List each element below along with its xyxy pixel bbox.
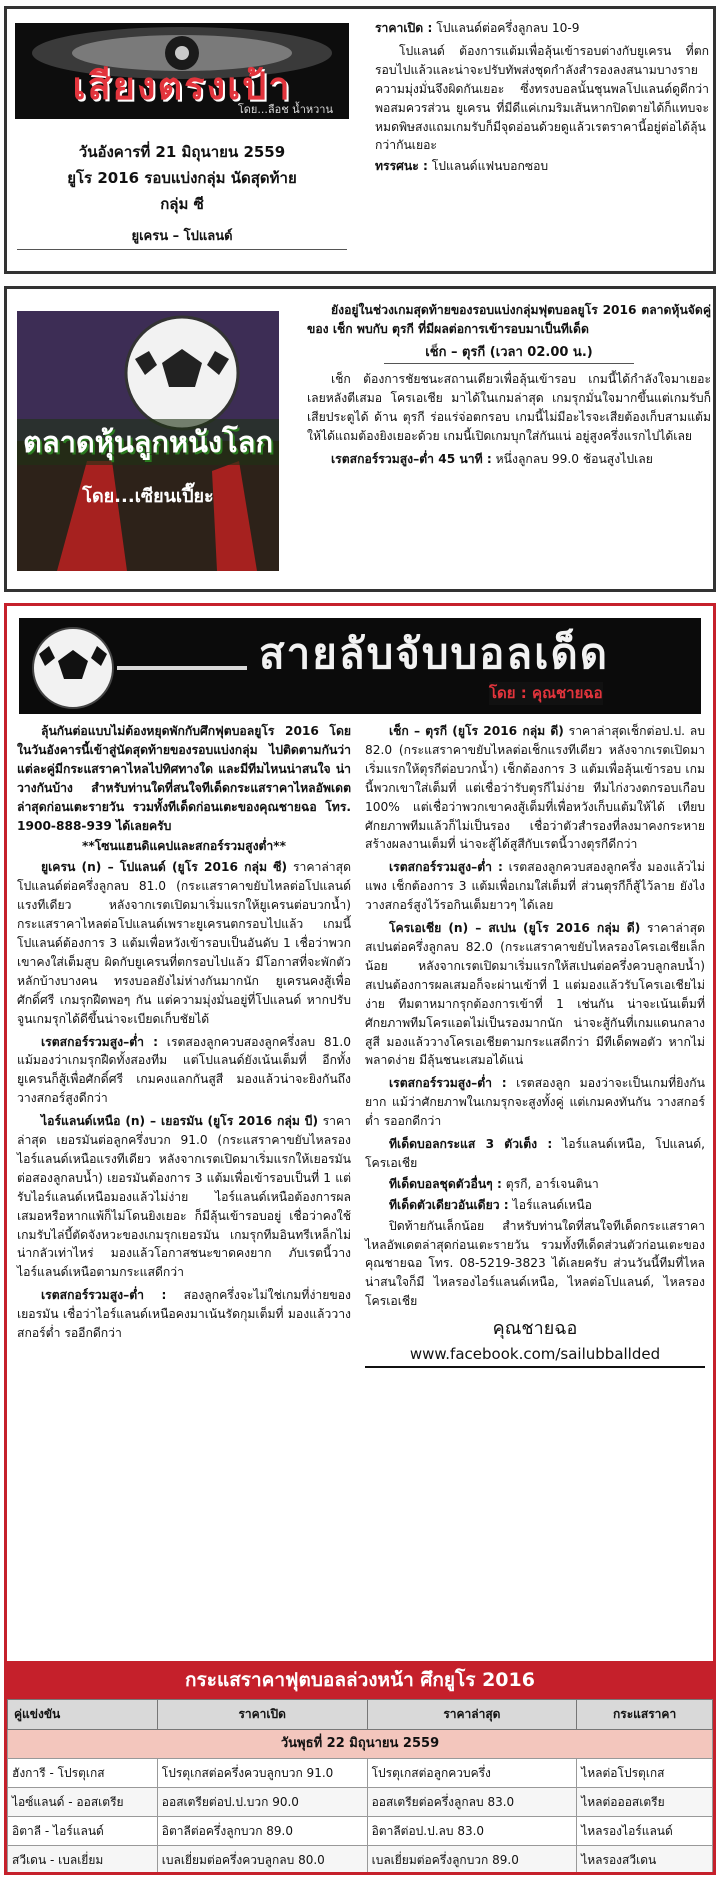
- cell-match: อิตาลี - ไอร์แลนด์: [8, 1817, 158, 1846]
- column-logo: [19, 618, 701, 714]
- match1-rate: เรตสองลูกควบสองลูกครึ่งลบ 81.0 แม้มองว่าเกมรุกฝืดทั้งสองทีม แต่โปแลนด์ยังเน้นเต็มที่ อีกทั้งยูเครนก็สู้เพื่อศักดิ์ศรี เกมคงแลกกันสูสี มองแล้วน่าจะยิงกันถึง วางสกอร์สูงดีกว่า: [17, 1034, 352, 1106]
- cell-latest: เบลเยี่ยมต่อครึ่งลูกบวก 89.0: [367, 1846, 577, 1875]
- cell-trend: ไหลต่อออสเตรีย: [577, 1788, 713, 1817]
- match4-rate-label: เรตสกอร์รวมสูง–ต่ำ :: [389, 1076, 507, 1091]
- intro-text: ลุ้นกันต่อแบบไม่ต้องหยุดพักกับศึกฟุตบอลยูโร 2016 โดยในวันอังคารนี้เข้าสู่นัดสุดท้ายของรอบแบ่งกลุ่ม ไปติดตามกันว่าแต่ละคู่มีกระแสราคาไหลไปทิศทางใด และมีทีมไหนน่าสนใจ น่าวางกันบ้าง สำหรับท่านใดที่สนใจทีเด็ดกระแสราคาไหลอัพเดตล่าสุดก่อนเตะรายวัน รวมทั้งทีเด็ดก่อนเตะของคุณชายฉอ โทร. 1900-888-939 ได้เลยครับ: [17, 724, 351, 833]
- logo-title: สายลับจับบอลเด็ด: [259, 629, 610, 678]
- match2-text: ราคาล่าสุด เยอรมันต่อลูกครึ่งบวก 91.0 (กระแสราคาขยับไหลรองไอร์แลนด์เหนือแรงทีเดียว หลังจากเรตเปิดมาเริ่มแรกให้เยอรมันต่อสองลูกลบน้ำ) เยอรมันต้องการ 3 แต้มเพื่อเข้ารอบเป็นที่ 1 แต่รับไอร์แลนด์เหนือมองแล้วไม่ง่าย ไอร์แลนด์เหนือต้องการผลเสมอหรือหากแพ้ก็ไม่โดนยิงเยอะ ก็มีลุ้นเข้ารอบอยู่ เชื่อว่าคงใช้เกมรับไล่บี้ตัดจังหวะของเกมรุกเยอรมัน เกมรุกทีมอินทรีเหล็กไม่น่ากลัวเท่าไหร่ มองแล้วโอกาสชนะขาดคงยาก ภับเรตนี้วางไอร์แลนด์เหนือตามกระแสดีกว่า: [17, 1114, 351, 1280]
- cell-open: โปรตุเกสต่อครึ่งควบลูกบวก 91.0: [157, 1759, 367, 1788]
- table-row: [8, 1759, 713, 1788]
- match3-text: ราคาล่าสุดเช็กต่อป.ป. ลบ 82.0 (กระแสราคาขยับไหลต่อเช็กแรงทีเดียว หลังจากเรตเปิดมาเริ่มแรกให้ตุรกีต่อบวกน้ำ) เช็กต้องการ 3 แต้มเพื่อลุ้นเข้ารอบ เกมนี้พวกเขาใส่เต็มที่ แต่เชื่อว่ารับตุรกีไม่ง่าย ทีมไก่งวงตกรอบเกือบ 100% แต่เชื่อว่าพวกเขาคงสู้เต็มที่เพื่อหวังเก็บแต้มให้ได้ เทียบศักยภาพทีมแล้วก็ไม่เป็นรอง เชื่อว่าตัวสำรองที่ลงมาคงกระหายสร้างผลงานเต็มที่ น่าจะสู้ได้สูสีกับเรตนี้วางตุรกีดีกว่า: [365, 724, 705, 852]
- article-date: วันอังคารที่ 21 มิถุนายน 2559: [78, 143, 286, 161]
- column-box-stock-market: [4, 286, 716, 592]
- verdict-label: ทรรศนะ :: [375, 159, 428, 174]
- cell-trend: ไหลรองสวีเดน: [577, 1846, 713, 1875]
- header-latest: ราคาล่าสุด: [367, 1700, 577, 1730]
- cell-match: ไอซ์แลนด์ - ออสเตรีย: [8, 1788, 158, 1817]
- column-logo: [17, 311, 279, 571]
- match3-rate-label: เรตสกอร์รวมสูง–ต่ำ :: [389, 860, 503, 875]
- logo-title: เสียงตรงเป้า: [72, 64, 292, 108]
- cell-trend: ไหลต่อโปรตุเกส: [577, 1759, 713, 1788]
- match2-rate: สองลูกครึ่งจะไม่ใช่เกมที่ง่ายของเยอรมัน เชื่อว่าไอร์แลนด์เหนือคงมาเน้นรัดกุมเต็มที่ มองแล้ววางสกอร์ต่ำ รออีกดีกว่า: [17, 1288, 351, 1341]
- pick3-label: ทีเด็ดบอลกระแส 3 ตัวเต็ง :: [389, 1137, 553, 1152]
- article-group: กลุ่ม ซี: [160, 195, 204, 213]
- match3-title: เช็ก – ตุรกี (ยูโร 2016 กลุ่ม ดี): [389, 724, 564, 738]
- section-subhead: **โซนแฮนดิแคปและสกอร์รวมสูงต่ำ**: [81, 839, 287, 854]
- table-row: [8, 1788, 713, 1817]
- table-header-row: [8, 1700, 713, 1730]
- logo-title: ตลาดหุ้นลูกหนังโลก: [17, 419, 279, 465]
- cell-open: อิตาลีต่อครึ่งลูกบวก 89.0: [157, 1817, 367, 1846]
- match2-rate-label: เรตสกอร์รวมสูง–ต่ำ :: [41, 1288, 167, 1303]
- logo-byline: โดย : คุณชายฉอ: [489, 682, 603, 705]
- pickset-text: ตุรกี, อาร์เจนตินา: [505, 1176, 599, 1191]
- match4-title: โครเอเชีย (n) – สเปน (ยูโร 2016 กลุ่ม ดี): [389, 921, 641, 936]
- article-body: [307, 301, 711, 468]
- table-date: วันพุธที่ 22 มิถุนายน 2559: [8, 1730, 713, 1759]
- match3-rate: เรตสองลูกควบสองลูกครึ่ง มองแล้วไม่แพง เช็กต้องการ 3 แต้มเพื่อเกมใส่เต็มที่ ส่วนตุรกีก็สู้ไว้ลาย ยังไงวางสกอร์สูงไว้รอกินเต็มยาวๆ ได้เลย: [365, 860, 705, 913]
- table-row: [8, 1817, 713, 1846]
- article-event: ยูโร 2016 รอบแบ่งกลุ่ม นัดสุดท้าย: [67, 169, 297, 187]
- match1-rate-label: เรตสกอร์รวมสูง–ต่ำ :: [41, 1034, 158, 1049]
- match2-title: ไอร์แลนด์เหนือ (n) – เยอรมัน (ยูโร 2016 กลุ่ม บี): [41, 1114, 319, 1129]
- cell-latest: ออสเตรียต่อครึ่งลูกลบ 83.0: [367, 1788, 577, 1817]
- column-logo: [15, 23, 349, 119]
- match1-text: ราคาล่าสุด โปแลนด์ต่อครึ่งลูกลบ 81.0 (กระแสราคาขยับไหลต่อโปแลนด์แรงทีเดียว หลังจากเรตเปิดมาเริ่มแรกให้ยูเครนต่อบวกน้ำ) กระแสราคาไหลต่อโปแลนด์เพราะยูเครนตกรอบไปแล้ว เกมนี้โปแลนด์ต้องการ 3 แต้มเพื่อหวังเข้ารอบเป็นอันดับ 1 เชื่อว่าพวกเขาคงใส่เต็มสูบ ผิดกับยูเครนที่ตกรอบไปแล้ว มีโอกาสที่จะพักตัวหลักบ้างบางคน ทรงบอลยังไม่ห่างกันมากนัก ยูเครนคงสู้เพื่อศักดิ์ศรี เกมรุกฝืดพอๆ กัน แต่ความมุ่งมั่นอยู่ที่โปแลนด์ หากปรับจูนเกมรุกได้ดีขึ้นน่าจะเบียดเก็บชัยได้: [17, 860, 352, 1026]
- logo-byline: โดย...เซียนเปี๊ยะ: [82, 486, 214, 507]
- cell-trend: ไหลรองไอร์แลนด์: [577, 1817, 713, 1846]
- verdict-text: โปแลนด์แฟนบอกซอบ: [431, 159, 549, 174]
- table-title: กระแสราคาฟุตบอลล่วงหน้า ศึกยูโร 2016: [7, 1661, 713, 1699]
- outro-text: ปิดท้ายกันเล็กน้อย สำหรับท่านใดที่สนใจทีเด็ดกระแสราคาไหลอัพเดตล่าสุดก่อนเตะรายวัน รวมทั้งทีเด็ดส่วนตัวก่อนเตะของคุณชายฉอ โทร. 08-5219-3823 ได้เลยครับ ส่วนวันนี้ทีมที่ไหลน่าสนใจก็มี ไหลรองไอร์แลนด์เหนือ, ไหลต่อโปแลนด์, ไหลรองโครเอเชีย: [365, 1218, 705, 1309]
- analysis-text: โปแลนด์ ต้องการแต้มเพื่อลุ้นเข้ารอบต่างกับยูเครน ที่ตกรอบไปแล้วและน่าจะปรับทัพส่งชุดกำลังสำรองลงสนามบางรายความมุ่งมั่นจึงผิดกันเยอะ ซึ่งทรงบอลนั้นชุนพลโปแลนด์ดูดีกว่าพอสมควรส่วน ยูเครน ที่มีดีแค่เกมริมเส้นหากปิดตายได้ก็แทบจะหมดพิษสงแถมเกมรับก็มีจุดอ่อนด้วยดูแล้วเรตราคานี้อยู่ต่อได้ลุ้นกว่ากันเยอะ: [375, 43, 709, 153]
- facebook-link[interactable]: www.facebook.com/sailubballded: [365, 1343, 705, 1368]
- table-row: [8, 1846, 713, 1875]
- header-open: ราคาเปิด: [157, 1700, 367, 1730]
- cell-match: ฮังการี - โปรตุเกส: [8, 1759, 158, 1788]
- cell-open: เบลเยี่ยมต่อครึ่งควบลูกลบ 80.0: [157, 1846, 367, 1875]
- header-trend: กระแสราคา: [577, 1700, 713, 1730]
- match4-text: ราคาล่าสุดสเปนต่อครึ่งลูกลบ 82.0 (กระแสราคาขยับไหลรองโครเอเชียเล็กน้อย หลังจากเรตเปิดมาเริ่มแรกให้สเปนต่อครึ่งควบลูกลบน้ำ) สเปนต้องการผลเสมอก็จะผ่านเข้าที่ 1 แต่มองแล้วรับโครเอเชียไม่ง่าย ทีมตาหมากรุกต้องการเข้าที่ 1 เช่นกัน น่าจะเน้นเต็มที่ ศักยภาพทีมโครแอตไม่เป็นรองมากนัก น่าจะสู้กันที่เกมแดนกลางสูสี มองแล้ววางโครเอเชียตามกระแสดีกว่า มีทีเด็ดพอตัว หากไม่พลาดง่าย มีลุ้นชนะเสมอได้แน่: [365, 921, 705, 1068]
- price-text: โปแลนด์ต่อครึ่งลูกลบ 10-9: [436, 21, 580, 35]
- cell-open: ออสเตรียต่อป.ป.บวก 90.0: [157, 1788, 367, 1817]
- cell-match: สวีเดน - เบลเยี่ยม: [8, 1846, 158, 1875]
- cell-latest: อิตาลีต่อป.ป.ลบ 83.0: [367, 1817, 577, 1846]
- pick1-label: ทีเด็ดตัวเดียวอันเดียว :: [389, 1197, 509, 1212]
- pick1-text: ไอร์แลนด์เหนือ: [512, 1197, 592, 1212]
- logo-byline: โดย...ลือช น้ำหวาน: [237, 103, 333, 116]
- price-label: ราคาเปิด :: [375, 21, 433, 35]
- intro-text: ยังอยู่ในช่วงเกมสุดท้ายของรอบแบ่งกลุ่มฟุตบอลยูโร 2016 ตลาดหุ้นจัดคู่ของ เช็ก พบกับ ตุรกี ที่มีผลต่อการเข้ารอบมาเป็นทีเด็ด: [307, 303, 711, 336]
- right-column: [365, 722, 705, 1368]
- odds-table: [7, 1699, 713, 1875]
- pickset-label: ทีเด็ดบอลชุดตัวอื่นๆ :: [389, 1176, 502, 1191]
- match-title: ยูเครน – โปแลนด์: [17, 227, 347, 250]
- cell-latest: โปรตุเกสต่อลูกควบครึ่ง: [367, 1759, 577, 1788]
- rate-text: หนึ่งลูกลบ 99.0 ช้อนสูงไปเลย: [495, 451, 653, 466]
- header-match: คู่แข่งขัน: [8, 1700, 158, 1730]
- analysis-text: เช็ก ต้องการชัยชนะสถานเดียวเพื่อลุ้นเข้ารอบ เกมนี้ได้กำลังใจมาเยอะเลยหลังตีเสมอ โครเอเชีย มาได้ในเกมล่าสุด เกมรุกมั่นใจมากขึ้นแต่เกมรับก็เสียประตูได้ ด้าน ตุรกี ร่อแร่จ่อตกรอบ เกมนี้ไม่มีอะไรจะเสียต้องเก็บสามแต้มให้ได้แถมต้องยิงเยอะด้วย เกมนี้เปิดเกมบุกใส่กันแน่ อยู่สูงครึ่งแรกไปได้เลย: [307, 371, 711, 443]
- rate-label: เรตสกอร์รวมสูง–ต่ำ 45 นาที :: [331, 451, 492, 466]
- match4-rate: เรตสองลูก มองว่าจะเป็นเกมที่ยิงกันยาก แม้ว่าศักยภาพในเกมรุกจะสูงทั้งคู่ แต่เกมคงทันกัน วางสกอร์ต่ำ รออกดีกว่า: [365, 1076, 705, 1129]
- match1-title: ยูเครน (n) – โปแลนด์ (ยูโร 2016 กลุ่ม ซี): [41, 860, 288, 875]
- pick3-text: ไอร์แลนด์เหนือ, โปแลนด์, โครเอเชีย: [365, 1137, 706, 1170]
- table-date-row: [8, 1730, 713, 1759]
- column-box-sai-lub: [4, 603, 716, 1875]
- column-box-sieng-trong-pao: [4, 6, 716, 274]
- left-column: [17, 722, 351, 1343]
- article-body: [375, 19, 709, 176]
- signature: คุณชายฉอ: [492, 1318, 578, 1340]
- match-title: เช็ก – ตุรกี (เวลา 02.00 น.): [384, 343, 634, 364]
